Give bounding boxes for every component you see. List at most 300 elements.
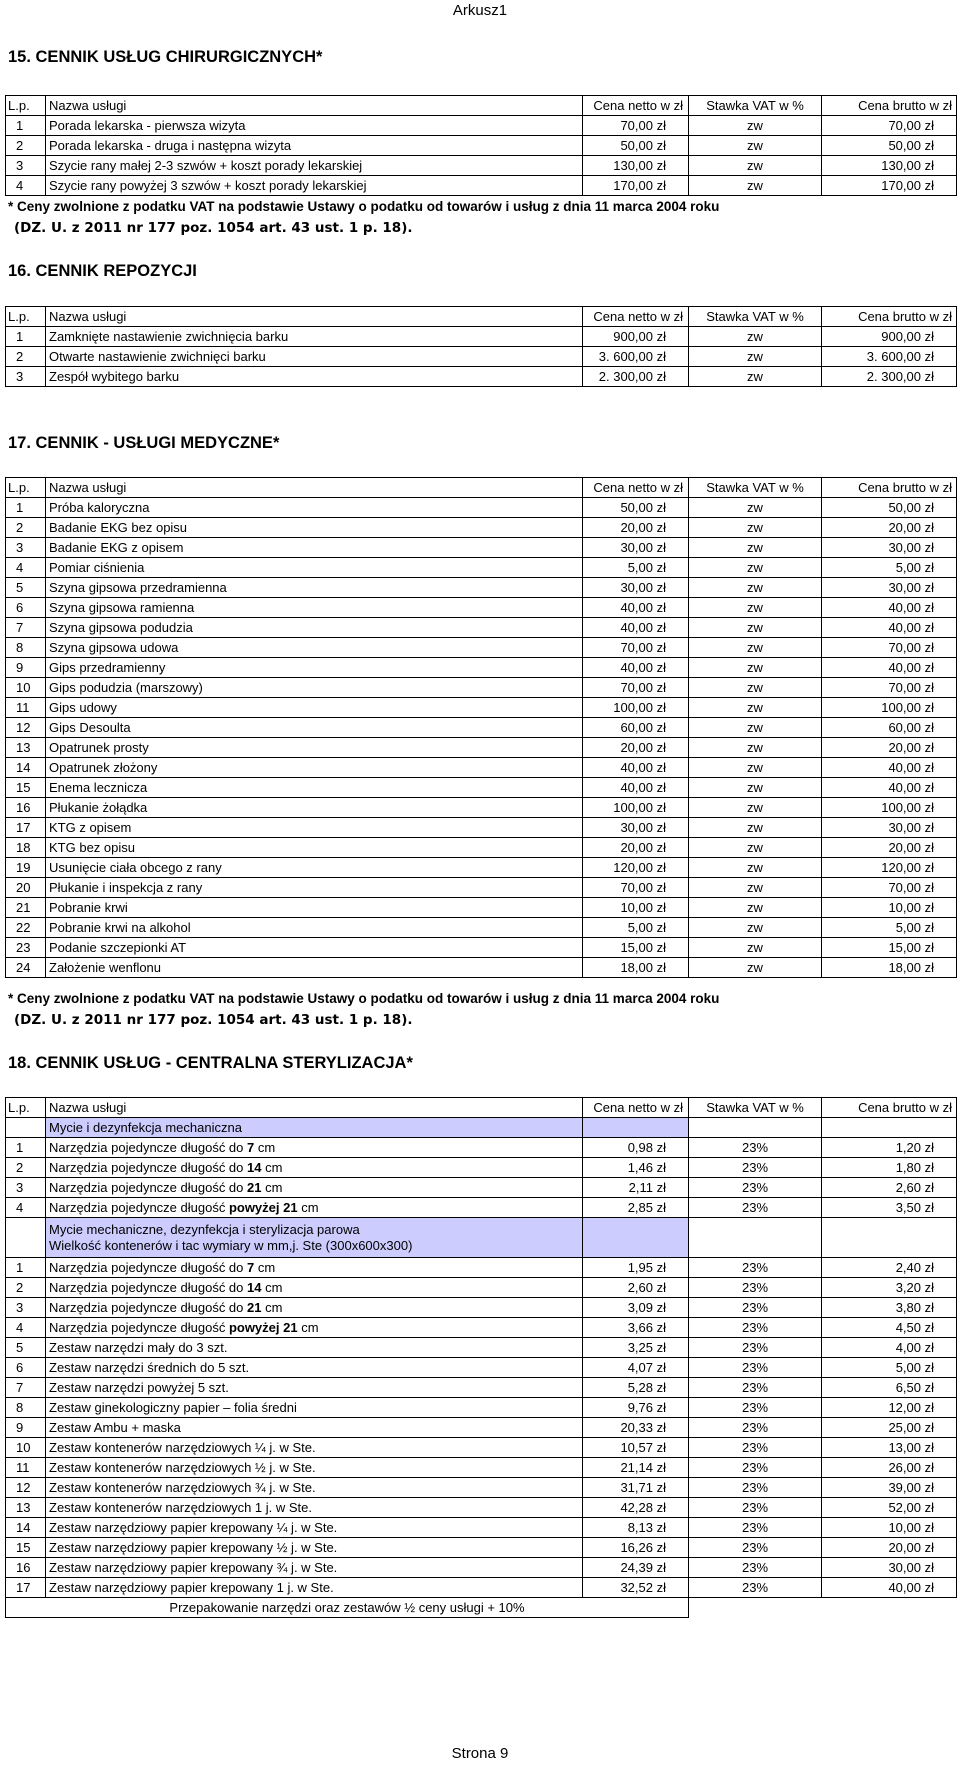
row-service-name: Szyna gipsowa przedramienna [46,578,583,598]
row-price-brutto: 6,50 zł [822,1378,957,1398]
row-lp: 2 [6,518,46,538]
table-row [6,1298,957,1318]
name-text: Narzędzia pojedyncze długość do [49,1159,248,1175]
row-price-netto: 2,85 zł [583,1198,689,1218]
row-vat-rate: zw [689,758,822,778]
name-suffix: cm [261,1159,283,1175]
row-price-netto: 5,28 zł [583,1378,689,1398]
row-price-netto: 60,00 zł [583,718,689,738]
name-bold: powyżej 21 [228,1199,298,1215]
table-row [6,958,957,978]
row-price-netto: 20,00 zł [583,838,689,858]
section-15-title: 15. CENNIK USŁUG CHIRURGICZNYCH* [8,48,323,66]
name-suffix: cm [261,1179,283,1195]
table-row [6,1178,957,1198]
table-row [6,1258,957,1278]
table-row [6,738,957,758]
row-vat-rate: zw [689,498,822,518]
table-section-16 [5,306,957,387]
table-row [6,798,957,818]
row-service-name: Otwarte nastawienie zwichnięci barku [46,347,583,367]
row-lp: 10 [6,678,46,698]
row-price-brutto: 120,00 zł [822,858,957,878]
row-lp: 10 [6,1438,46,1458]
row-price-netto: 2,60 zł [583,1278,689,1298]
column-header-brutto: Cena brutto w zł [822,307,957,327]
row-service-name: Porada lekarska - druga i następna wizyta [46,136,583,156]
row-vat-rate: 23% [689,1418,822,1438]
page-footer: Strona 9 [451,1745,509,1762]
row-price-netto: 20,00 zł [583,518,689,538]
column-header-vat: Stawka VAT w % [689,96,822,116]
row-price-brutto: 100,00 zł [822,798,957,818]
table-row [6,1498,957,1518]
row-price-brutto: 20,00 zł [822,1538,957,1558]
name-text: Narzędzia pojedyncze długość do [49,1179,248,1195]
row-lp: 3 [6,1178,46,1198]
column-header-name: Nazwa usługi [46,96,583,116]
row-price-brutto: 2,40 zł [822,1258,957,1278]
row-service-name: Szyna gipsowa ramienna [46,598,583,618]
row-lp: 3 [6,1298,46,1318]
row-price-brutto: 70,00 zł [822,116,957,136]
row-price-netto: 20,00 zł [583,738,689,758]
group-cell-empty [689,1118,822,1138]
name-text: Zestaw ginekologiczny papier – folia średni [49,1399,297,1415]
row-lp: 6 [6,598,46,618]
row-price-netto: 70,00 zł [583,678,689,698]
row-lp: 4 [6,176,46,196]
row-lp: 9 [6,658,46,678]
row-vat-rate: zw [689,176,822,196]
name-text: Zestaw kontenerów narzędziowych 1 j. w Ste. [49,1499,313,1515]
row-vat-rate: 23% [689,1358,822,1378]
row-vat-rate: zw [689,878,822,898]
row-price-brutto: 30,00 zł [822,578,957,598]
table-row [6,1318,957,1338]
row-service-name [46,1278,583,1298]
table-row [6,638,957,658]
row-price-brutto: 4,00 zł [822,1338,957,1358]
row-price-brutto: 130,00 zł [822,156,957,176]
row-price-brutto: 50,00 zł [822,136,957,156]
row-price-brutto: 50,00 zł [822,498,957,518]
row-price-brutto: 30,00 zł [822,1558,957,1578]
row-price-netto: 9,76 zł [583,1398,689,1418]
row-vat-rate: zw [689,918,822,938]
sheet-header: Arkusz1 [452,2,508,19]
row-vat-rate: zw [689,116,822,136]
row-price-netto: 3,09 zł [583,1298,689,1318]
table-header-row [6,1098,957,1118]
vat-note-17-ref: (DZ. U. z 2011 nr 177 poz. 1054 art. 43 ust. 1 p. 18). [14,1012,413,1028]
row-vat-rate: zw [689,778,822,798]
row-service-name: Szycie rany małej 2-3 szwów + koszt porady lekarskiej [46,156,583,176]
vat-note-15: * Ceny zwolnione z podatku VAT na podstawie Ustawy o podatku od towarów i usług z dnia 11 marca 2004 roku [8,199,720,214]
row-service-name: KTG bez opisu [46,838,583,858]
row-price-brutto: 5,00 zł [822,1358,957,1378]
table-row [6,136,957,156]
table-row [6,1518,957,1538]
row-vat-rate: zw [689,327,822,347]
name-text: Zestaw narzędzi powyżej 5 szt. [49,1379,229,1395]
row-price-netto: 30,00 zł [583,818,689,838]
row-price-brutto: 52,00 zł [822,1498,957,1518]
row-vat-rate: 23% [689,1478,822,1498]
name-bold: 7 [247,1259,255,1275]
row-service-name: Opatrunek złożony [46,758,583,778]
row-price-netto: 2. 300,00 zł [583,367,689,387]
group-row-washing [6,1118,957,1138]
row-price-netto: 1,46 zł [583,1158,689,1178]
row-price-brutto: 20,00 zł [822,518,957,538]
row-service-name: Zamknięte nastawienie zwichnięcia barku [46,327,583,347]
row-vat-rate: zw [689,367,822,387]
column-header-netto: Cena netto w zł [583,96,689,116]
row-price-brutto: 900,00 zł [822,327,957,347]
row-price-brutto: 40,00 zł [822,658,957,678]
row-price-brutto: 5,00 zł [822,918,957,938]
row-service-name: Założenie wenflonu [46,958,583,978]
row-service-name [46,1578,583,1598]
section-16-title: 16. CENNIK REPOZYCJI [8,262,197,280]
row-service-name [46,1358,583,1378]
table-row [6,778,957,798]
name-text: Narzędzia pojedyncze długość [49,1199,229,1215]
row-service-name [46,1498,583,1518]
row-price-netto: 42,28 zł [583,1498,689,1518]
row-lp: 2 [6,136,46,156]
row-price-brutto: 70,00 zł [822,678,957,698]
row-vat-rate: 23% [689,1138,822,1158]
row-lp: 12 [6,718,46,738]
row-lp: 13 [6,738,46,758]
row-vat-rate: 23% [689,1318,822,1338]
row-lp: 17 [6,818,46,838]
row-price-brutto: 3,50 zł [822,1198,957,1218]
row-vat-rate: 23% [689,1558,822,1578]
row-price-netto: 20,33 zł [583,1418,689,1438]
row-price-brutto: 25,00 zł [822,1418,957,1438]
row-vat-rate: 23% [689,1498,822,1518]
row-vat-rate: 23% [689,1458,822,1478]
name-bold: 14 [247,1159,262,1175]
row-price-netto: 170,00 zł [583,176,689,196]
name-text: Narzędzia pojedyncze długość do [49,1259,248,1275]
name-text: Narzędzia pojedyncze długość do [49,1299,248,1315]
row-vat-rate: zw [689,898,822,918]
row-lp: 21 [6,898,46,918]
row-vat-rate: 23% [689,1378,822,1398]
table-row [6,116,957,136]
table-row [6,1578,957,1598]
row-service-name: Opatrunek prosty [46,738,583,758]
group-title: Mycie i dezynfekcja mechaniczna [46,1118,583,1138]
row-vat-rate: 23% [689,1198,822,1218]
row-vat-rate: zw [689,518,822,538]
empty-cell [822,1598,957,1618]
row-vat-rate: zw [689,958,822,978]
row-service-name: Usunięcie ciała obcego z rany [46,858,583,878]
row-price-netto: 40,00 zł [583,758,689,778]
row-price-brutto: 1,20 zł [822,1138,957,1158]
row-vat-rate: 23% [689,1258,822,1278]
table-row [6,1558,957,1578]
row-service-name: Pobranie krwi na alkohol [46,918,583,938]
table-row [6,598,957,618]
repacking-note: Przepakowanie narzędzi oraz zestawów ½ ceny usługi + 10% [6,1598,689,1618]
row-lp: 15 [6,1538,46,1558]
row-price-netto: 3,25 zł [583,1338,689,1358]
row-lp: 3 [6,156,46,176]
row-vat-rate: 23% [689,1338,822,1358]
name-text: Narzędzia pojedyncze długość do [49,1279,248,1295]
row-service-name: Gips przedramienny [46,658,583,678]
table-row [6,1158,957,1178]
table-row [6,818,957,838]
name-text: Zestaw narzędzi mały do 3 szt. [49,1339,228,1355]
row-price-netto: 40,00 zł [583,658,689,678]
row-service-name [46,1338,583,1358]
row-vat-rate: zw [689,798,822,818]
column-header-lp: L.p. [6,478,46,498]
row-vat-rate: zw [689,738,822,758]
table-row [6,678,957,698]
row-price-brutto: 20,00 zł [822,738,957,758]
row-price-brutto: 70,00 zł [822,638,957,658]
row-price-netto: 1,95 zł [583,1258,689,1278]
row-lp: 8 [6,638,46,658]
row-lp: 15 [6,778,46,798]
row-price-netto: 10,00 zł [583,898,689,918]
row-price-netto: 2,11 zł [583,1178,689,1198]
name-text: Narzędzia pojedyncze długość do [49,1139,248,1155]
column-header-brutto: Cena brutto w zł [822,1098,957,1118]
row-vat-rate: zw [689,678,822,698]
name-text: Zestaw narzędziowy papier krepowany 1 j. w Ste. [49,1579,334,1595]
row-price-brutto: 40,00 zł [822,1578,957,1598]
row-price-brutto: 2,60 zł [822,1178,957,1198]
row-price-netto: 32,52 zł [583,1578,689,1598]
table-row [6,1358,957,1378]
row-vat-rate: 23% [689,1578,822,1598]
group-cell-empty [822,1218,957,1258]
row-service-name: Enema lecznicza [46,778,583,798]
row-lp: 1 [6,327,46,347]
row-price-brutto: 26,00 zł [822,1458,957,1478]
name-suffix: cm [297,1199,319,1215]
column-header-netto: Cena netto w zł [583,478,689,498]
table-header-row [6,96,957,116]
row-vat-rate: zw [689,538,822,558]
group-title-line2: Wielkość kontenerów i tac wymiary w mm,j. Ste (300x600x300) [49,1237,413,1253]
table-section-18 [5,1097,957,1618]
row-vat-rate: 23% [689,1158,822,1178]
table-row [6,1278,957,1298]
row-service-name [46,1558,583,1578]
row-lp: 11 [6,698,46,718]
row-price-brutto: 10,00 zł [822,1518,957,1538]
row-service-name [46,1378,583,1398]
row-price-netto: 16,26 zł [583,1538,689,1558]
row-vat-rate: 23% [689,1398,822,1418]
name-bold: 7 [247,1139,255,1155]
row-price-brutto: 10,00 zł [822,898,957,918]
table-row [6,498,957,518]
row-vat-rate: zw [689,156,822,176]
table-row [6,618,957,638]
table-row [6,367,957,387]
row-vat-rate: 23% [689,1298,822,1318]
row-price-netto: 4,07 zł [583,1358,689,1378]
row-price-netto: 31,71 zł [583,1478,689,1498]
row-service-name: Badanie EKG bez opisu [46,518,583,538]
row-price-netto: 5,00 zł [583,558,689,578]
group-lp-empty [6,1118,46,1138]
row-price-brutto: 39,00 zł [822,1478,957,1498]
row-vat-rate: zw [689,598,822,618]
table-row [6,938,957,958]
row-price-brutto: 3. 600,00 zł [822,347,957,367]
name-text: Zestaw narzędzi średnich do 5 szt. [49,1359,250,1375]
row-lp: 5 [6,1338,46,1358]
name-text: Narzędzia pojedyncze długość [49,1319,229,1335]
table-row [6,838,957,858]
table-row [6,156,957,176]
name-text: Zestaw narzędziowy papier krepowany ¾ j. w Ste. [49,1559,338,1575]
table-row [6,918,957,938]
row-lp: 2 [6,1278,46,1298]
column-header-vat: Stawka VAT w % [689,478,822,498]
column-header-lp: L.p. [6,96,46,116]
table-header-row [6,307,957,327]
row-service-name: Płukanie i inspekcja z rany [46,878,583,898]
table-row [6,1438,957,1458]
row-service-name: Szyna gipsowa udowa [46,638,583,658]
row-vat-rate: zw [689,938,822,958]
row-price-netto: 50,00 zł [583,136,689,156]
row-service-name: Płukanie żołądka [46,798,583,818]
row-service-name: KTG z opisem [46,818,583,838]
column-header-netto: Cena netto w zł [583,307,689,327]
row-price-netto: 70,00 zł [583,116,689,136]
column-header-name: Nazwa usługi [46,307,583,327]
row-vat-rate: zw [689,658,822,678]
row-lp: 4 [6,1318,46,1338]
name-suffix: cm [261,1279,283,1295]
row-service-name [46,1298,583,1318]
row-lp: 23 [6,938,46,958]
group-row-sterilization [6,1218,957,1258]
row-lp: 14 [6,758,46,778]
row-service-name [46,1198,583,1218]
row-service-name [46,1318,583,1338]
row-price-netto: 100,00 zł [583,698,689,718]
row-service-name: Szycie rany powyżej 3 szwów + koszt porady lekarskiej [46,176,583,196]
row-price-netto: 0,98 zł [583,1138,689,1158]
row-price-netto: 8,13 zł [583,1518,689,1538]
vat-note-17: * Ceny zwolnione z podatku VAT na podstawie Ustawy o podatku od towarów i usług z dnia 11 marca 2004 roku [8,991,720,1006]
row-lp: 12 [6,1478,46,1498]
name-suffix: cm [261,1299,283,1315]
row-price-netto: 40,00 zł [583,618,689,638]
group-cell-empty [583,1118,689,1138]
row-lp: 4 [6,1198,46,1218]
name-bold: 14 [247,1279,262,1295]
table-row [6,1418,957,1438]
row-price-brutto: 20,00 zł [822,838,957,858]
table-row [6,658,957,678]
row-price-netto: 900,00 zł [583,327,689,347]
row-price-brutto: 40,00 zł [822,598,957,618]
row-vat-rate: zw [689,347,822,367]
row-service-name [46,1538,583,1558]
row-service-name [46,1458,583,1478]
table-section-17 [5,477,957,978]
row-lp: 1 [6,116,46,136]
column-header-brutto: Cena brutto w zł [822,478,957,498]
row-lp: 6 [6,1358,46,1378]
section-17-title: 17. CENNIK - USŁUGI MEDYCZNE* [8,434,280,452]
row-service-name [46,1258,583,1278]
row-lp: 16 [6,798,46,818]
row-vat-rate: 23% [689,1538,822,1558]
row-price-brutto: 18,00 zł [822,958,957,978]
row-price-netto: 18,00 zł [583,958,689,978]
row-lp: 8 [6,1398,46,1418]
name-bold: 21 [247,1179,262,1195]
table-header-row [6,478,957,498]
table-row [6,1138,957,1158]
table-row [6,718,957,738]
column-header-vat: Stawka VAT w % [689,307,822,327]
table-row [6,1398,957,1418]
row-service-name: Badanie EKG z opisem [46,538,583,558]
row-price-netto: 30,00 zł [583,538,689,558]
row-lp: 11 [6,1458,46,1478]
row-price-brutto: 3,80 zł [822,1298,957,1318]
row-price-netto: 15,00 zł [583,938,689,958]
row-service-name [46,1138,583,1158]
table-row [6,327,957,347]
table-section-15 [5,95,957,196]
row-service-name: Pobranie krwi [46,898,583,918]
row-price-netto: 70,00 zł [583,878,689,898]
row-service-name [46,1438,583,1458]
row-vat-rate: zw [689,698,822,718]
table-row [6,1538,957,1558]
row-vat-rate: zw [689,136,822,156]
row-price-netto: 130,00 zł [583,156,689,176]
table-row [6,858,957,878]
row-vat-rate: zw [689,718,822,738]
row-service-name [46,1478,583,1498]
row-service-name [46,1418,583,1438]
row-vat-rate: zw [689,638,822,658]
row-price-netto: 40,00 zł [583,598,689,618]
row-price-netto: 10,57 zł [583,1438,689,1458]
table-row [6,698,957,718]
repacking-note-row [6,1598,957,1618]
row-service-name: Gips Desoulta [46,718,583,738]
row-price-brutto: 40,00 zł [822,758,957,778]
column-header-lp: L.p. [6,307,46,327]
row-lp: 1 [6,1138,46,1158]
name-text: Zestaw Ambu + maska [49,1419,181,1435]
row-lp: 9 [6,1418,46,1438]
column-header-lp: L.p. [6,1098,46,1118]
row-price-netto: 70,00 zł [583,638,689,658]
